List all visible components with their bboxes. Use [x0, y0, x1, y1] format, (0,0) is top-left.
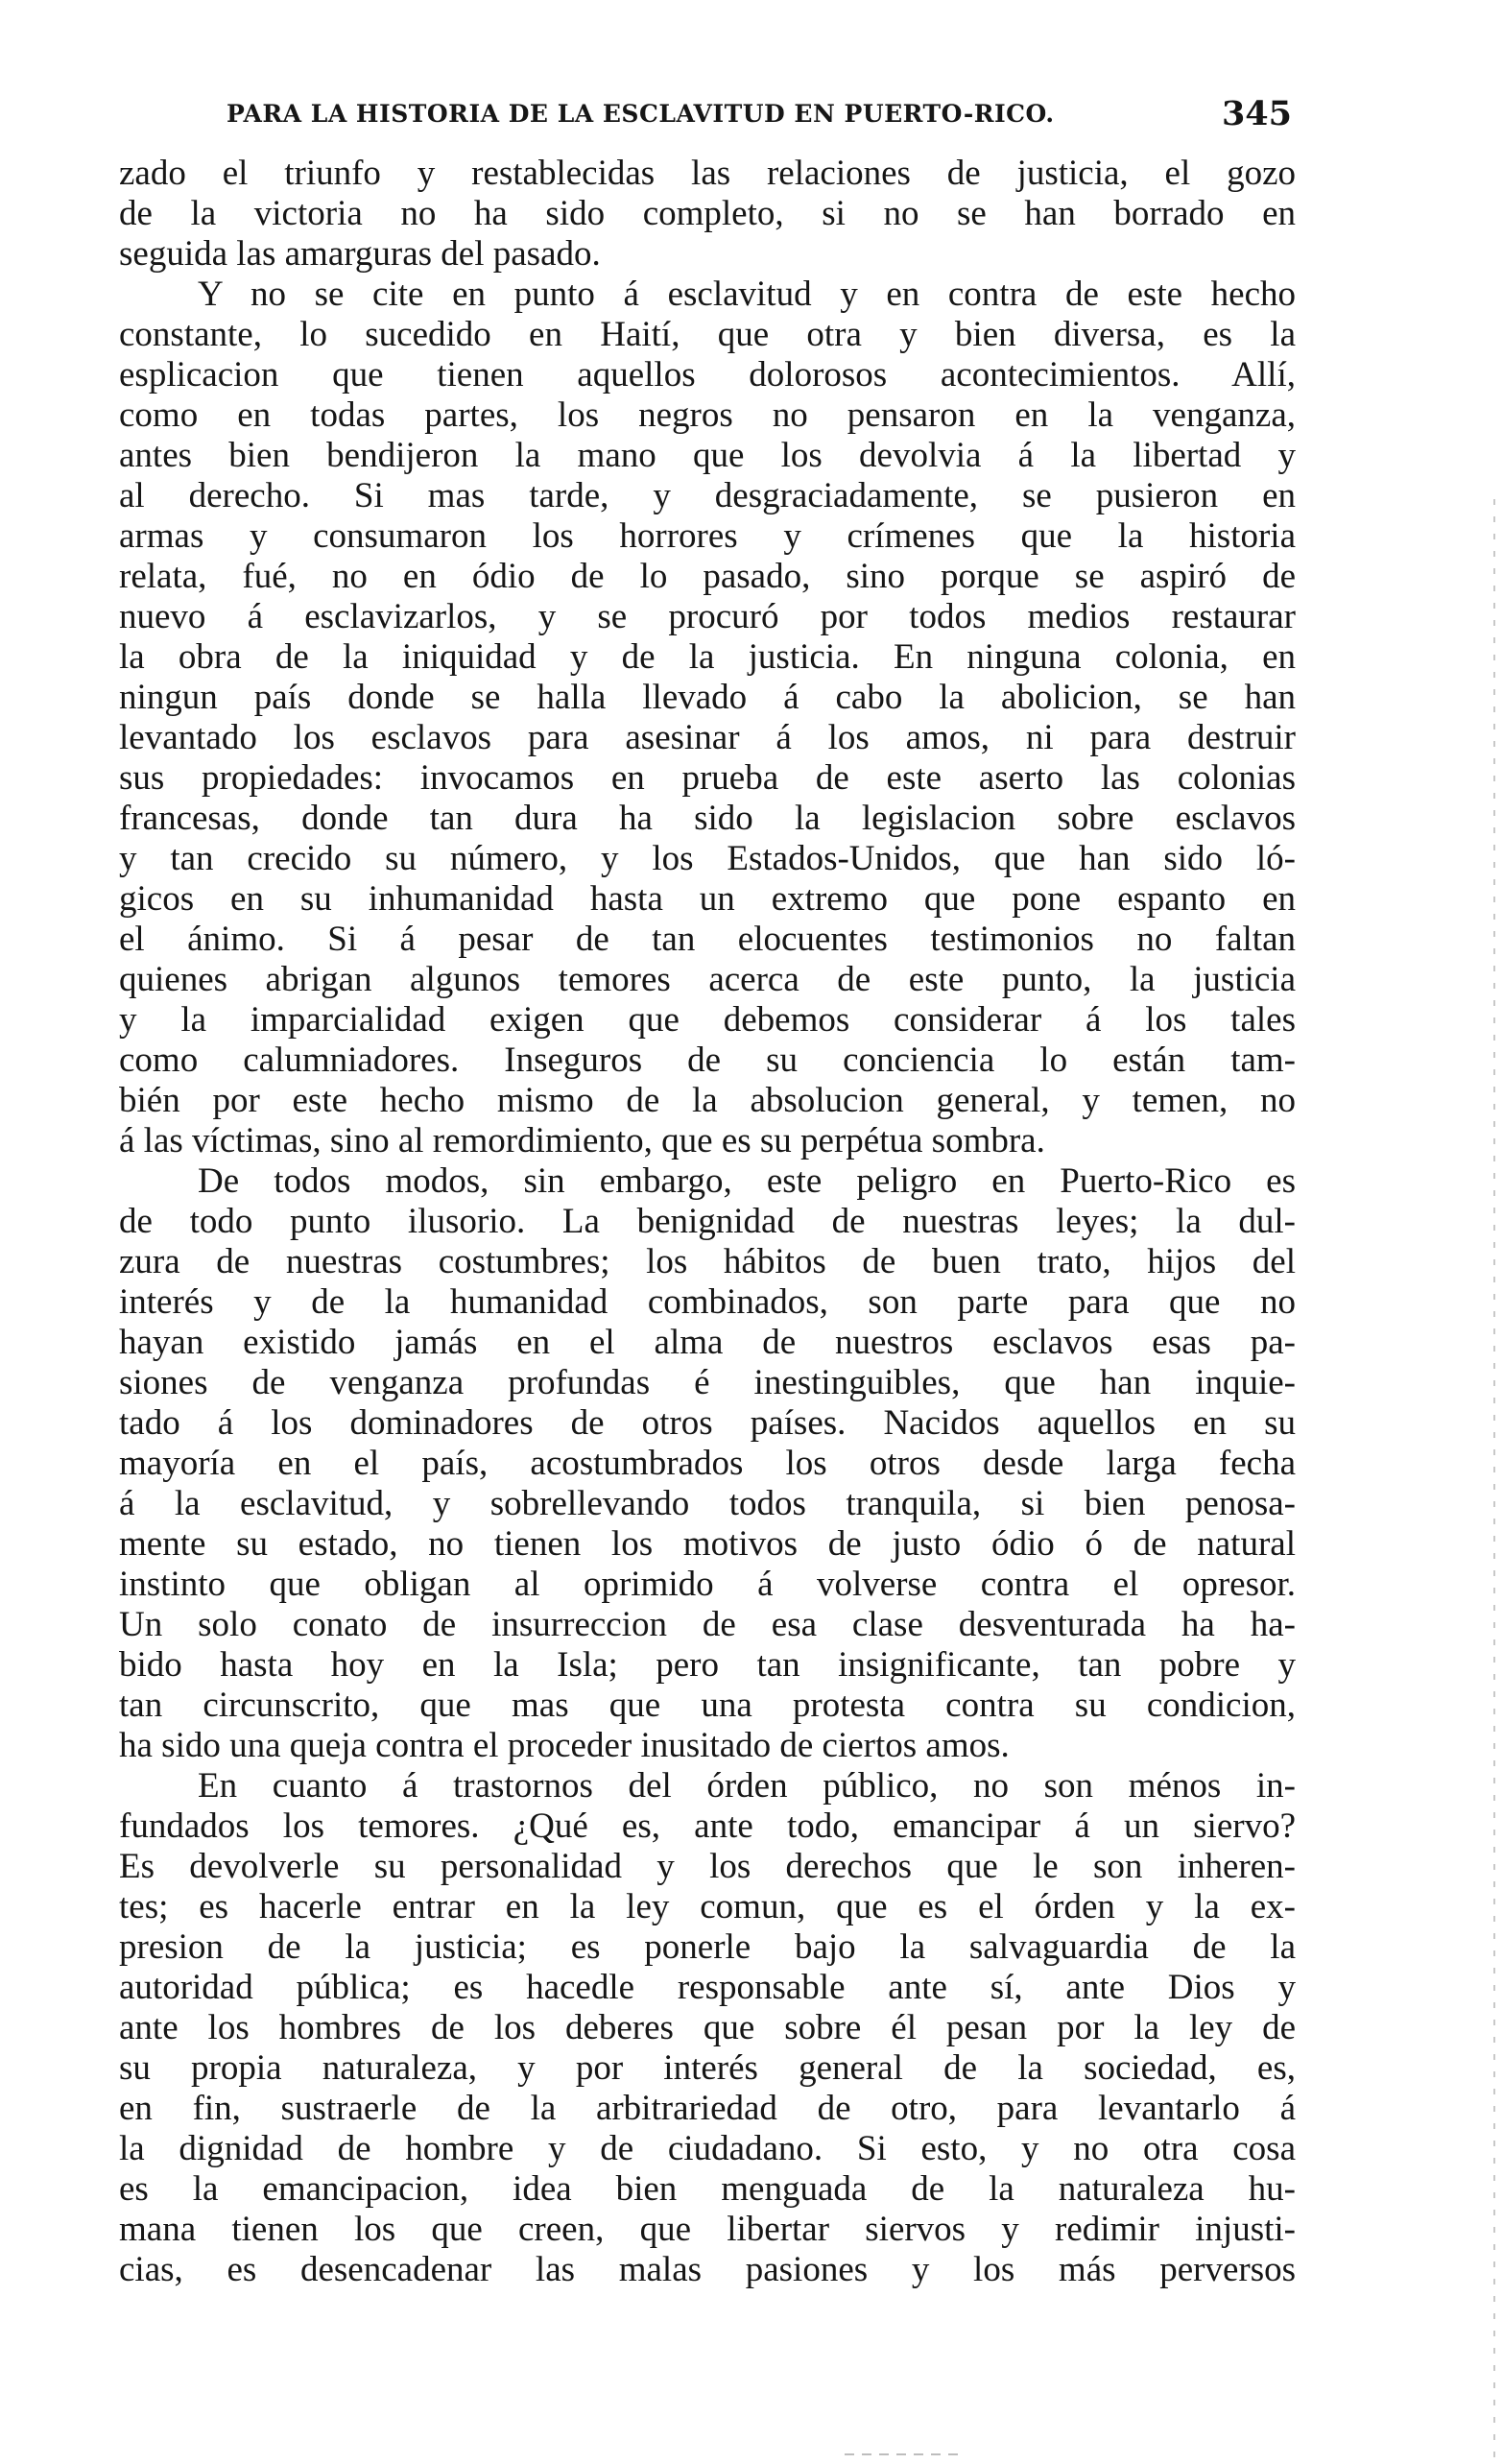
text-line: al derecho. Si mas tarde, y desgraciadamente, se pusieron en [119, 476, 1296, 515]
text-line: tes; es hacerle entrar en la ley comun, que es el órden y la ex- [119, 1887, 1296, 1926]
text-line: como en todas partes, los negros no pensaron en la venganza, [119, 395, 1296, 435]
text-line: ha sido una queja contra el proceder inusitado de ciertos amos. [119, 1726, 1010, 1765]
text-line: mente su estado, no tienen los motivos de justo ódio ó de natural [119, 1524, 1296, 1564]
body-text [119, 154, 1296, 2290]
text-line: ante los hombres de los deberes que sobre él pesan por la ley de [119, 2008, 1296, 2047]
text-line: instinto que obligan al oprimido á volverse contra el opresor. [119, 1565, 1296, 1604]
text-line: cias, es desencadenar las malas pasiones y los más perversos [119, 2250, 1296, 2289]
text-line: de la victoria no ha sido completo, si no se han borrado en [119, 194, 1296, 233]
running-head [227, 94, 1292, 132]
text-line: hayan existido jamás en el alma de nuestros esclavos esas pa- [119, 1323, 1296, 1362]
page-number: 345 [1221, 94, 1292, 133]
text-line: Es devolverle su personalidad y los derechos que le son inheren- [119, 1847, 1296, 1886]
text-line: zado el triunfo y restablecidas las relaciones de justicia, el gozo [119, 154, 1296, 193]
text-line: mana tienen los que creen, que libertar siervos y redimir injusti- [119, 2210, 1296, 2249]
paragraph-start-line: Y no se cite en punto á esclavitud y en contra de este hecho [198, 275, 1296, 314]
text-line: el ánimo. Si á pesar de tan elocuentes testimonios no faltan [119, 920, 1296, 959]
text-line: en fin, sustraerle de la arbitrariedad de otro, para levantarlo á [119, 2089, 1296, 2128]
text-line: quienes abrigan algunos temores acerca de este punto, la justicia [119, 960, 1296, 999]
text-line: de todo punto ilusorio. La benignidad de nuestras leyes; la dul- [119, 1202, 1296, 1241]
text-line: francesas, donde tan dura ha sido la legislacion sobre esclavos [119, 799, 1296, 838]
text-line: presion de la justicia; es ponerle bajo la salvaguardia de la [119, 1927, 1296, 1967]
text-line: mayoría en el país, acostumbrados los otros desde larga fecha [119, 1444, 1296, 1483]
text-line: como calumniadores. Inseguros de su conciencia lo están tam- [119, 1041, 1296, 1080]
paragraph-start-line: En cuanto á trastornos del órden público, no son ménos in- [198, 1766, 1296, 1806]
text-line: bién por este hecho mismo de la absolucion general, y temen, no [119, 1081, 1296, 1120]
text-line: levantado los esclavos para asesinar á los amos, ni para destruir [119, 718, 1296, 757]
text-line: antes bien bendijeron la mano que los devolvia á la libertad y [119, 436, 1296, 475]
text-line: nuevo á esclavizarlos, y se procuró por todos medios restaurar [119, 597, 1296, 636]
text-line: esplicacion que tienen aquellos dolorosos acontecimientos. Allí, [119, 355, 1296, 395]
text-line: es la emancipacion, idea bien menguada de la naturaleza hu- [119, 2169, 1296, 2209]
text-line: Un solo conato de insurreccion de esa clase desventurada ha ha- [119, 1605, 1296, 1644]
running-title: PARA LA HISTORIA DE LA ESCLAVITUD EN PUERTO-RICO. [227, 100, 1055, 128]
text-line: sus propiedades: invocamos en prueba de este aserto las colonias [119, 758, 1296, 798]
text-line: la obra de la iniquidad y de la justicia. En ninguna colonia, en [119, 637, 1296, 677]
text-line: ningun país donde se halla llevado á cabo la abolicion, se han [119, 678, 1296, 717]
scan-bottom-mark [845, 2453, 960, 2455]
text-line: y tan crecido su número, y los Estados-Unidos, que han sido ló- [119, 839, 1296, 878]
text-line: autoridad pública; es hacedle responsable ante sí, ante Dios y [119, 1968, 1296, 2007]
scan-margin-rule [1493, 499, 1495, 2457]
text-line: constante, lo sucedido en Haití, que otra y bien diversa, es la [119, 315, 1296, 354]
text-line: tado á los dominadores de otros países. Nacidos aquellos en su [119, 1403, 1296, 1443]
text-line: gicos en su inhumanidad hasta un extremo que pone espanto en [119, 879, 1296, 919]
text-line: zura de nuestras costumbres; los hábitos de buen trato, hijos del [119, 1242, 1296, 1281]
text-line: interés y de la humanidad combinados, son parte para que no [119, 1282, 1296, 1322]
paragraph-start-line: De todos modos, sin embargo, este peligro en Puerto-Rico es [198, 1161, 1296, 1201]
text-line: y la imparcialidad exigen que debemos considerar á los tales [119, 1000, 1296, 1040]
text-line: tan circunscrito, que mas que una protesta contra su condicion, [119, 1686, 1296, 1725]
text-line: relata, fué, no en ódio de lo pasado, sino porque se aspiró de [119, 557, 1296, 596]
text-line: seguida las amarguras del pasado. [119, 234, 601, 274]
text-line: armas y consumaron los horrores y crímenes que la historia [119, 516, 1296, 556]
text-line: á las víctimas, sino al remordimiento, que es su perpétua sombra. [119, 1121, 1045, 1160]
text-line: siones de venganza profundas é inestinguibles, que han inquie- [119, 1363, 1296, 1402]
text-line: fundados los temores. ¿Qué es, ante todo, emancipar á un siervo? [119, 1806, 1296, 1846]
text-line: bido hasta hoy en la Isla; pero tan insignificante, tan pobre y [119, 1645, 1296, 1685]
text-line: la dignidad de hombre y de ciudadano. Si esto, y no otra cosa [119, 2129, 1296, 2168]
text-line: á la esclavitud, y sobrellevando todos tranquila, si bien penosa- [119, 1484, 1296, 1523]
text-line: su propia naturaleza, y por interés general de la sociedad, es, [119, 2048, 1296, 2088]
